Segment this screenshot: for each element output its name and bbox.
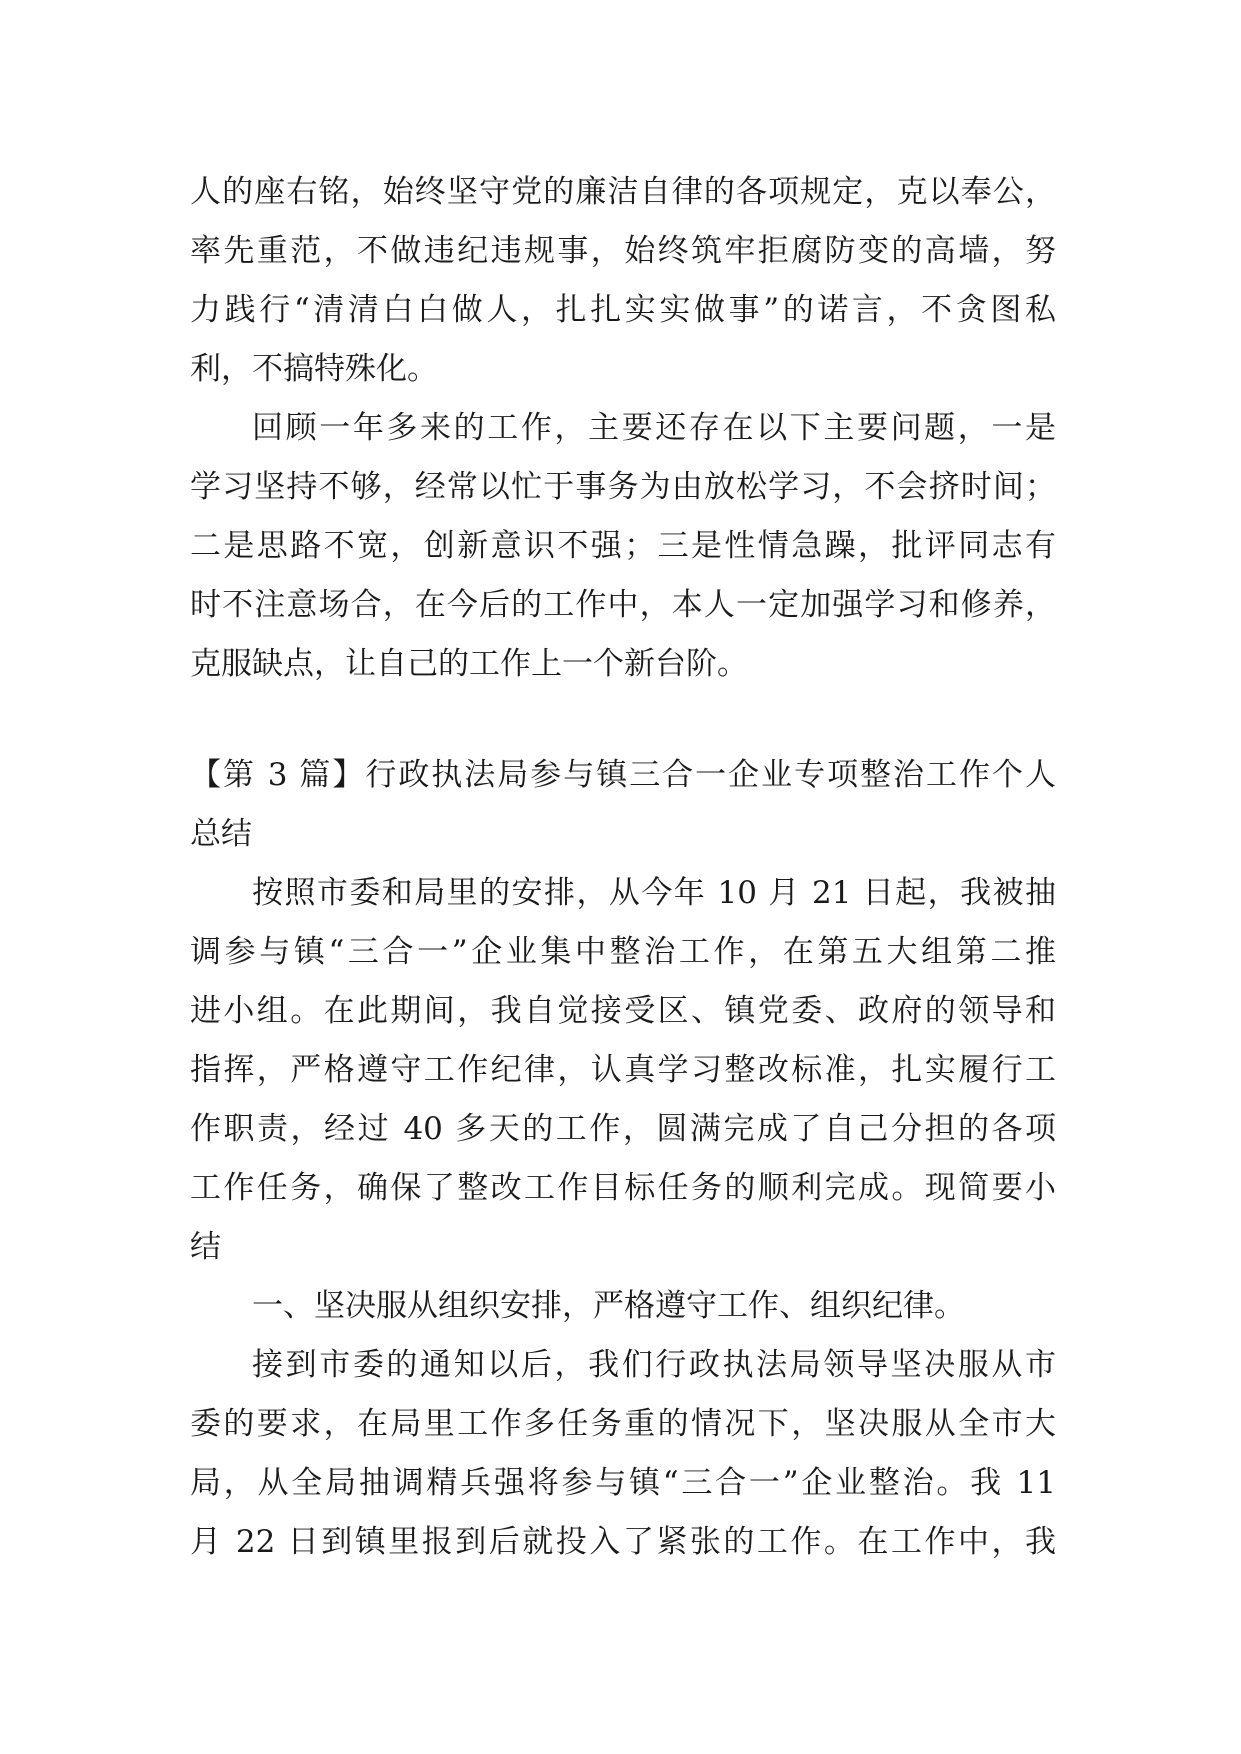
text-line: 月 22 日到镇里报到后就投入了紧张的工作。在工作中，我 [190, 1524, 1056, 1560]
heading-line: 【第 3 篇】行政执法局参与镇三合一企业专项整治工作个人 [190, 757, 1056, 793]
text-line: 进小组。在此期间，我自觉接受区、镇党委、政府的领导和 [190, 993, 1056, 1029]
text-line: 率先重范，不做违纪违规事，始终筑牢拒腐防变的高墙，努 [190, 233, 1056, 269]
text-line: 二是思路不宽，创新意识不强；三是性情急躁，批评同志有 [190, 528, 1056, 564]
text-line: 利，不搞特殊化。 [190, 351, 438, 387]
article-heading [190, 746, 1056, 864]
paragraph-integrity [190, 163, 1056, 399]
text-line: 克服缺点，让自己的工作上一个新台阶。 [190, 646, 748, 682]
text-line: 工作任务，确保了整改工作目标任务的顺利完成。现简要小 [190, 1170, 1056, 1206]
section-title: 一、坚决服从组织安排，严格遵守工作、组织纪律。 [252, 1288, 965, 1324]
text-line: 局，从全局抽调精兵强将参与镇“三合一”企业整治。我 11 [190, 1465, 1056, 1501]
text-line: 按照市委和局里的安排，从今年 10 月 21 日起，我被抽 [252, 875, 1056, 911]
paragraph-intro [190, 864, 1056, 1277]
paragraph-problems [190, 399, 1056, 694]
text-line: 结 [190, 1229, 221, 1265]
text-line: 人的座右铭，始终坚守党的廉洁自律的各项规定，克以奉公， [190, 174, 1056, 210]
text-line: 委的要求，在局里工作多任务重的情况下，坚决服从全市大 [190, 1406, 1056, 1442]
text-line: 学习坚持不够，经常以忙于事务为由放松学习，不会挤时间； [190, 469, 1056, 505]
spacer [190, 694, 1056, 746]
text-line: 调参与镇“三合一”企业集中整治工作，在第五大组第二推 [190, 934, 1056, 970]
paragraph-section-1 [190, 1336, 1056, 1572]
heading-line: 总结 [190, 816, 252, 852]
text-line: 力践行“清清白白做人，扎扎实实做事”的诺言，不贪图私 [190, 292, 1056, 328]
text-line: 指挥，严格遵守工作纪律，认真学习整改标准，扎实履行工 [190, 1052, 1056, 1088]
text-line: 时不注意场合，在今后的工作中，本人一定加强学习和修养， [190, 587, 1056, 623]
section-heading-1 [190, 1277, 1056, 1336]
document-page [190, 163, 1056, 1572]
text-line: 作职责，经过 40 多天的工作，圆满完成了自己分担的各项 [190, 1111, 1056, 1147]
text-line: 接到市委的通知以后，我们行政执法局领导坚决服从市 [252, 1347, 1056, 1383]
text-line: 回顾一年多来的工作，主要还存在以下主要问题，一是 [252, 410, 1056, 446]
